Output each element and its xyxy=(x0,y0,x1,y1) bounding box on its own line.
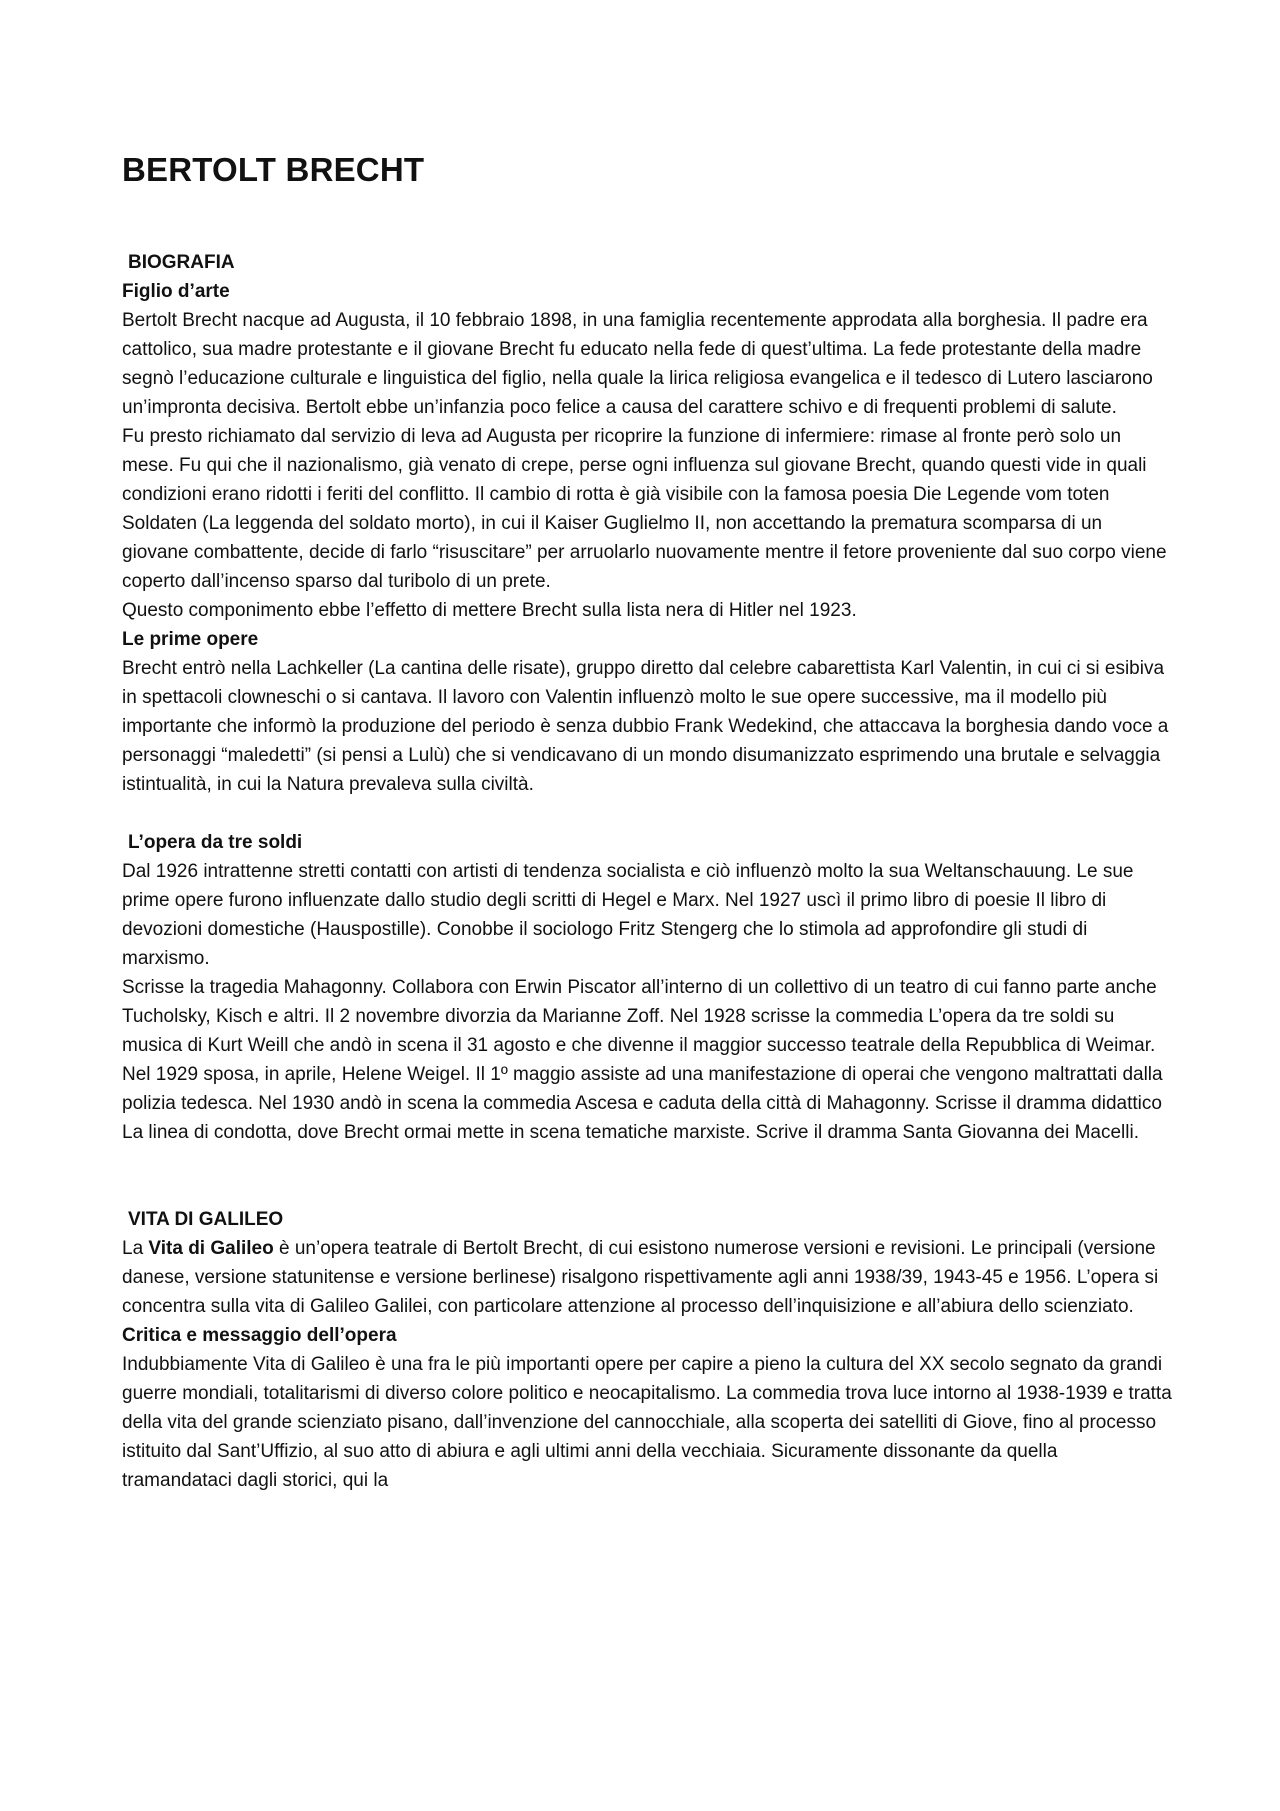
subheading-critica-messaggio: Critica e messaggio dell’opera xyxy=(122,1325,397,1346)
subheading-prime-opere: Le prime opere xyxy=(122,629,259,650)
section-opera-tre-soldi xyxy=(122,828,1172,1147)
paragraph: Indubbiamente Vita di Galileo è una fra le più importanti opere per capire a pieno la cultura del XX secolo segnato da grandi guerre mondiali, totalitarismi di diverso colore politico e neocapitalismo. La commedia trova luce intorno al 1938-1939 e tratta della vita del grande scienziato pisano, dall’invenzione del cannocchiale, alla scoperta dei satelliti di Giove, fino al processo istituito dal Sant’Uffizio, al suo atto di abiura e agli ultimi anni della vecchiaia. Sicuramente dissonante da quella tramandataci dagli storici, qui la xyxy=(122,1354,1172,1491)
document-page xyxy=(122,150,1172,1495)
section-biografia xyxy=(122,248,1172,799)
text-run: La xyxy=(122,1238,149,1259)
section-heading-biografia: BIOGRAFIA xyxy=(128,252,235,273)
section-heading-opera-tre-soldi: L’opera da tre soldi xyxy=(128,832,303,853)
paragraph: Questo componimento ebbe l’effetto di mettere Brecht sulla lista nera di Hitler nel 1923. xyxy=(122,600,857,621)
paragraph: Nel 1929 sposa, in aprile, Helene Weigel. Il 1º maggio assiste ad una manifestazione di operai che vengono maltrattati dalla polizia tedesca. Nel 1930 andò in scena la commedia Ascesa e caduta della città di Mahagonny. Scrisse il dramma didattico La linea di condotta, dove Brecht ormai mette in scena tematiche marxiste. Scrive il dramma Santa Giovanna dei Macelli. xyxy=(122,1064,1163,1143)
paragraph: Fu presto richiamato dal servizio di leva ad Augusta per ricoprire la funzione di infermiere: rimase al fronte però solo un mese. Fu qui che il nazionalismo, già venato di crepe, perse ogni influenza sul giovane Brecht, quando questi vide in quali condizioni erano ridotti i feriti del conflitto. Il cambio di rotta è già visibile con la famosa poesia Die Legende vom toten Soldaten (La leggenda del soldato morto), in cui il Kaiser Guglielmo II, non accettando la prematura scomparsa di un giovane combattente, decide di farlo “risuscitare” per arruolarlo nuovamente mentre il fetore proveniente dal suo corpo viene coperto dall’incenso sparso dal turibolo di un prete. xyxy=(122,426,1167,592)
document-title: BERTOLT BRECHT xyxy=(122,151,425,188)
section-vita-di-galileo xyxy=(122,1205,1172,1495)
text-run: è un’opera teatrale di Bertolt Brecht, di cui esistono numerose versioni e revisioni. Le principali (versione danese, versione statunitense e versione berlinese) risalgono rispettivamente agli anni 1938/39, 1943-45 e 1956. L’opera si concentra sulla vita di Galileo Galilei, con particolare attenzione al processo dell’inquisizione e all’abiura dello scienziato. xyxy=(122,1238,1159,1317)
paragraph: Brecht entrò nella Lachkeller (La cantina delle risate), gruppo diretto dal celebre cabarettista Karl Valentin, in cui ci si esibiva in spettacoli clowneschi o si cantava. Il lavoro con Valentin influenzò molto le sue opere successive, ma il modello più importante che informò la produzione del periodo è senza dubbio Frank Wedekind, che attaccava la borghesia dando voce a personaggi “maledetti” (si pensi a Lulù) che si vendicavano di un mondo disumanizzato esprimendo una brutale e selvaggia istintualità, in cui la Natura prevaleva sulla civiltà. xyxy=(122,658,1169,795)
paragraph: Dal 1926 intrattenne stretti contatti con artisti di tendenza socialista e ciò influenzò molto la sua Weltanschauung. Le sue prime opere furono influenzate dallo studio degli scritti di Hegel e Marx. Nel 1927 uscì il primo libro di poesie Il libro di devozioni domestiche (Hauspostille). Conobbe il sociologo Fritz Stengerg che lo stimola ad approfondire gli studi di marxismo. xyxy=(122,861,1134,969)
subheading-figlio-darte: Figlio d’arte xyxy=(122,281,230,302)
section-heading-vita-di-galileo: VITA DI GALILEO xyxy=(128,1209,284,1230)
paragraph xyxy=(122,1234,1172,1321)
bold-title-vita-di-galileo: Vita di Galileo xyxy=(148,1238,274,1259)
paragraph: Bertolt Brecht nacque ad Augusta, il 10 febbraio 1898, in una famiglia recentemente approdata alla borghesia. Il padre era cattolico, sua madre protestante e il giovane Brecht fu educato nella fede di quest’ultima. La fede protestante della madre segnò l’educazione culturale e linguistica del figlio, nella quale la lirica religiosa evangelica e il tedesco di Lutero lasciarono un’impronta decisiva. Bertolt ebbe un’infanzia poco felice a causa del carattere schivo e di frequenti problemi di salute. xyxy=(122,310,1153,418)
paragraph: Scrisse la tragedia Mahagonny. Collabora con Erwin Piscator all’interno di un collettivo di un teatro di cui fanno parte anche Tucholsky, Kisch e altri. Il 2 novembre divorzia da Marianne Zoff. Nel 1928 scrisse la commedia L’opera da tre soldi su musica di Kurt Weill che andò in scena il 31 agosto e che divenne il maggior successo teatrale della Repubblica di Weimar. xyxy=(122,977,1157,1056)
